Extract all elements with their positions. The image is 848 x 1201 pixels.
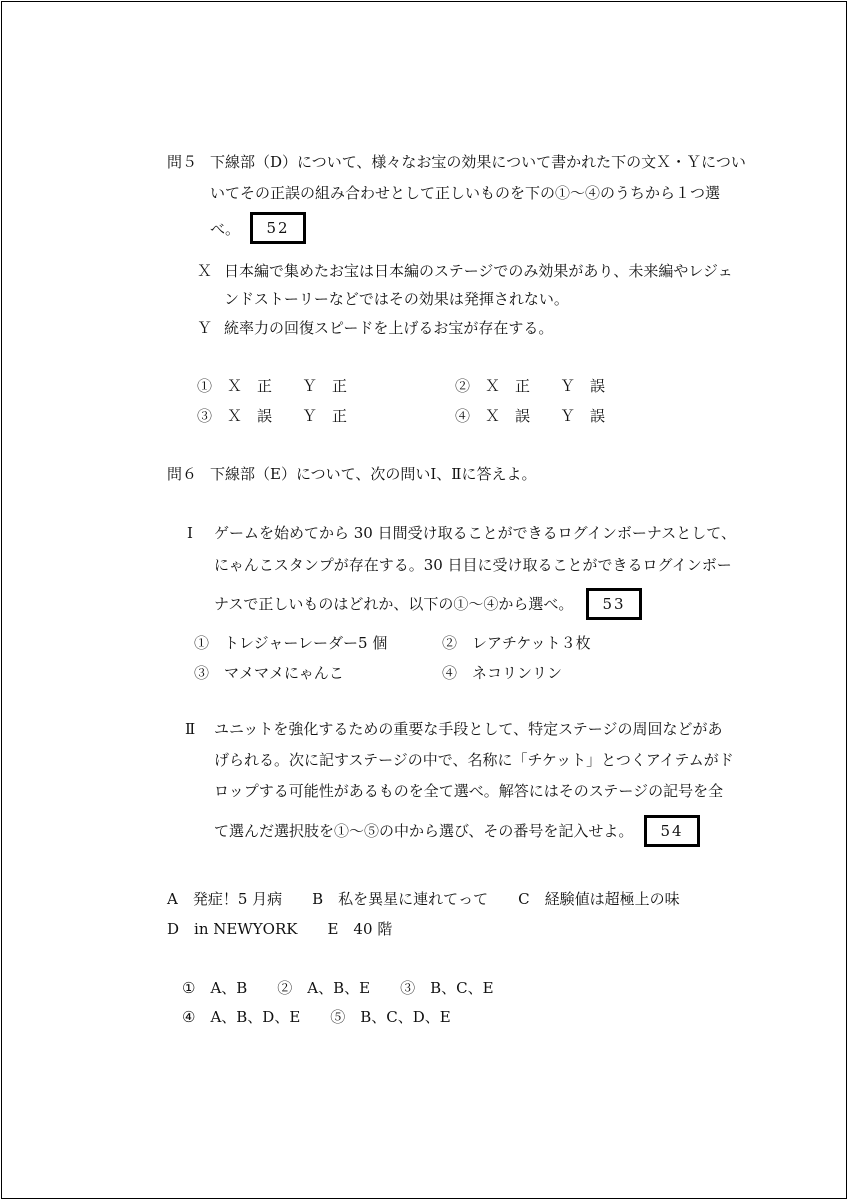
q6-number: 問６	[167, 465, 198, 483]
q6-part2-line3: ロップする可能性があるものを全て選べ。解答にはそのステージの記号を全	[214, 782, 724, 800]
q6-part2-choices-line1: ① A、B ② A、B、E ③ B、C、E	[182, 979, 494, 997]
q6-part2-choices-line2: ④ A、B、D、E ⑤ B、C、D、E	[182, 1008, 451, 1026]
q6-part2-line4: て選んだ選択肢を①〜⑤の中から選び、その番号を記入せよ。	[214, 822, 634, 840]
q5-y-text: 統率力の回復スピードを上げるお宝が存在する。	[224, 319, 554, 337]
answer-box-53: 53	[586, 588, 642, 620]
q6-intro: 下線部（E）について、次の問いⅠ、Ⅱに答えよ。	[210, 465, 537, 483]
answer-box-54: 54	[644, 815, 700, 847]
q6-part1-line1: ゲームを始めてから 30 日間受け取ることができるログインボーナスとして、	[214, 524, 736, 542]
q5-text-line3: べ。	[210, 220, 241, 238]
q6-part2-label: Ⅱ	[185, 720, 196, 738]
q5-number: 問５	[167, 153, 198, 171]
q5-x-line1: 日本編で集めたお宝は日本編のステージでのみ効果があり、未来編やレジェ	[224, 262, 733, 280]
q5-x-line2: ンドストーリーなどではその効果は発揮されない。	[224, 290, 569, 308]
q6-part1-option-3: ③ マメマメにゃんこ	[194, 664, 344, 682]
q6-part2-line1: ユニットを強化するための重要な手段として、特定ステージの周回などがあ	[214, 720, 723, 738]
q6-part2-line2: げられる。次に記すステージの中で、名称に「チケット」とつくアイテムがド	[214, 751, 734, 769]
q5-text-line2: いてその正誤の組み合わせとして正しいものを下の①〜④のうちから１つ選	[210, 184, 721, 202]
q6-part1-line3: ナスで正しいものはどれか、以下の①〜④から選べ。	[214, 595, 574, 613]
q5-option-2: ② Ｘ 正 Ｙ 誤	[455, 377, 606, 395]
answer-box-52: 52	[250, 212, 306, 244]
q5-option-3: ③ Ｘ 誤 Ｙ 正	[197, 407, 348, 425]
q6-part1-line2: にゃんこスタンプが存在する。30 日目に受け取ることができるログインボー	[214, 556, 732, 574]
q6-part1-option-2: ② レアチケット３枚	[442, 634, 591, 652]
q5-x-label: Ｘ	[197, 262, 213, 280]
q6-part1-option-1: ① トレジャーレーダー5 個	[194, 634, 388, 652]
q6-part1-option-4: ④ ネコリンリン	[442, 664, 563, 682]
exam-page	[1, 1, 847, 1199]
q6-part1-label: Ⅰ	[187, 524, 193, 542]
stage-list-line2: D in NEWYORK E 40 階	[167, 920, 393, 938]
q5-option-1: ① Ｘ 正 Ｙ 正	[197, 377, 348, 395]
stage-list-line1: A 発症！5 月病 B 私を異星に連れてって C 経験値は超極上の味	[167, 890, 680, 908]
q5-y-label: Ｙ	[197, 319, 213, 337]
q5-text-line1: 下線部（D）について、様々なお宝の効果について書かれた下の文Ｘ・Ｙについ	[210, 153, 746, 171]
q5-option-4: ④ Ｘ 誤 Ｙ 誤	[455, 407, 606, 425]
